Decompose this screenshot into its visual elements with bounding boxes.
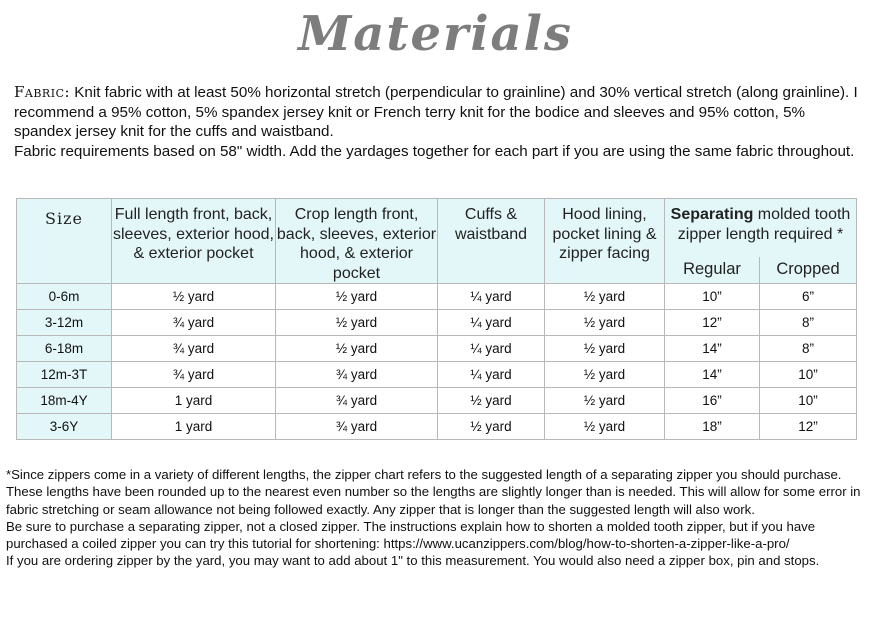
crop-length-cell: ¾ yard [276,414,438,440]
table-row [17,388,857,414]
cropped-zipper-cell: 10” [760,388,857,414]
cropped-zipper-cell: 8” [760,310,857,336]
size-cell: 6-18m [17,336,112,362]
full-length-cell: 1 yard [112,414,276,440]
size-header: Size [17,199,112,284]
materials-table [16,198,857,440]
cuffs-cell: ¼ yard [438,362,545,388]
hood-lining-cell: ½ yard [545,284,665,310]
hood-lining-cell: ½ yard [545,414,665,440]
full-length-cell: 1 yard [112,388,276,414]
regular-zipper-cell: 12” [665,310,760,336]
table-row [17,310,857,336]
cropped-zipper-cell: 10” [760,362,857,388]
size-cell: 12m-3T [17,362,112,388]
regular-zipper-cell: 14” [665,336,760,362]
zipper-header-rest: molded tooth zipper length required * [677,206,851,243]
fabric-requirements: Fabric requirements based on 58" width. Add the yardages together for each part if you are using the same fabric throughout. [14,142,855,160]
fabric-label: Fabric: [14,83,71,101]
table-row [17,414,857,440]
cuffs-header: Cuffs & waistband [438,199,545,284]
table-row [17,362,857,388]
hood-lining-header: Hood lining, pocket lining & zipper facing [545,199,665,284]
table-row [17,284,857,310]
size-cell: 0-6m [17,284,112,310]
cuffs-cell: ¼ yard [438,284,545,310]
zipper-length-note: *Since zippers come in a variety of different lengths, the zipper chart refers to the suggested length of a separating zipper you should purchase. These lengths have been rounded up to the nearest even number so the lengths are slightly longer than is needed. This will allow for some error in fabric stretching or seam allowance not being followed exactly. Any zipper that is longer than the suggested length will also work. [6,467,861,517]
cuffs-cell: ½ yard [438,388,545,414]
footnotes [6,466,864,570]
crop-length-cell: ¾ yard [276,388,438,414]
cuffs-cell: ¼ yard [438,310,545,336]
regular-zipper-cell: 10” [665,284,760,310]
regular-zipper-cell: 14” [665,362,760,388]
crop-length-header: Crop length front, back, sleeves, exterior hood, & exterior pocket [276,199,438,284]
separating-zipper-note: Be sure to purchase a separating zipper, not a closed zipper. The instructions explain how to shorten a molded tooth zipper, but if you have purchased a coiled zipper you can try this tutorial for shortening: https://www.ucanzippers.com/blog/how-to-shorten-a-zipper-like-a-pro/ [6,518,816,552]
hood-lining-cell: ½ yard [545,336,665,362]
zipper-header-bold: Separating [670,206,754,223]
table-row [17,336,857,362]
crop-length-cell: ¾ yard [276,362,438,388]
full-length-cell: ½ yard [112,284,276,310]
zipper-by-yard-note: If you are ordering zipper by the yard, you may want to add about 1" to this measurement. You would also need a zipper box, pin and stops. [6,553,820,569]
cropped-zipper-cell: 8” [760,336,857,362]
full-length-cell: ¾ yard [112,362,276,388]
crop-length-cell: ½ yard [276,310,438,336]
hood-lining-cell: ½ yard [545,310,665,336]
size-cell: 3-12m [17,310,112,336]
regular-zipper-cell: 16” [665,388,760,414]
header-row [17,199,857,258]
cropped-zipper-cell: 12” [760,414,857,440]
full-length-cell: ¾ yard [112,336,276,362]
hood-lining-cell: ½ yard [545,362,665,388]
regular-header: Regular [665,257,760,284]
cropped-header: Cropped [760,257,857,284]
page-title: Materials [298,6,573,62]
cropped-zipper-cell: 6” [760,284,857,310]
regular-zipper-cell: 18” [665,414,760,440]
full-length-header: Full length front, back, sleeves, exterior hood, & exterior pocket [112,199,276,284]
fabric-text: Knit fabric with at least 50% horizontal stretch (perpendicular to grainline) and 30% vertical stretch (along grainline). I recommend a 95% cotton, 5% spandex jersey knit or French terry knit for the bodice and sleeves and 95% cotton, 5% spandex jersey knit for the cuffs and waistband. [14,84,858,141]
hood-lining-cell: ½ yard [545,388,665,414]
full-length-cell: ¾ yard [112,310,276,336]
fabric-paragraph [14,83,860,142]
size-cell: 18m-4Y [17,388,112,414]
fabric-section [14,83,860,161]
zipper-header [665,199,857,258]
size-cell: 3-6Y [17,414,112,440]
crop-length-cell: ½ yard [276,336,438,362]
cuffs-cell: ¼ yard [438,336,545,362]
crop-length-cell: ½ yard [276,284,438,310]
cuffs-cell: ½ yard [438,414,545,440]
